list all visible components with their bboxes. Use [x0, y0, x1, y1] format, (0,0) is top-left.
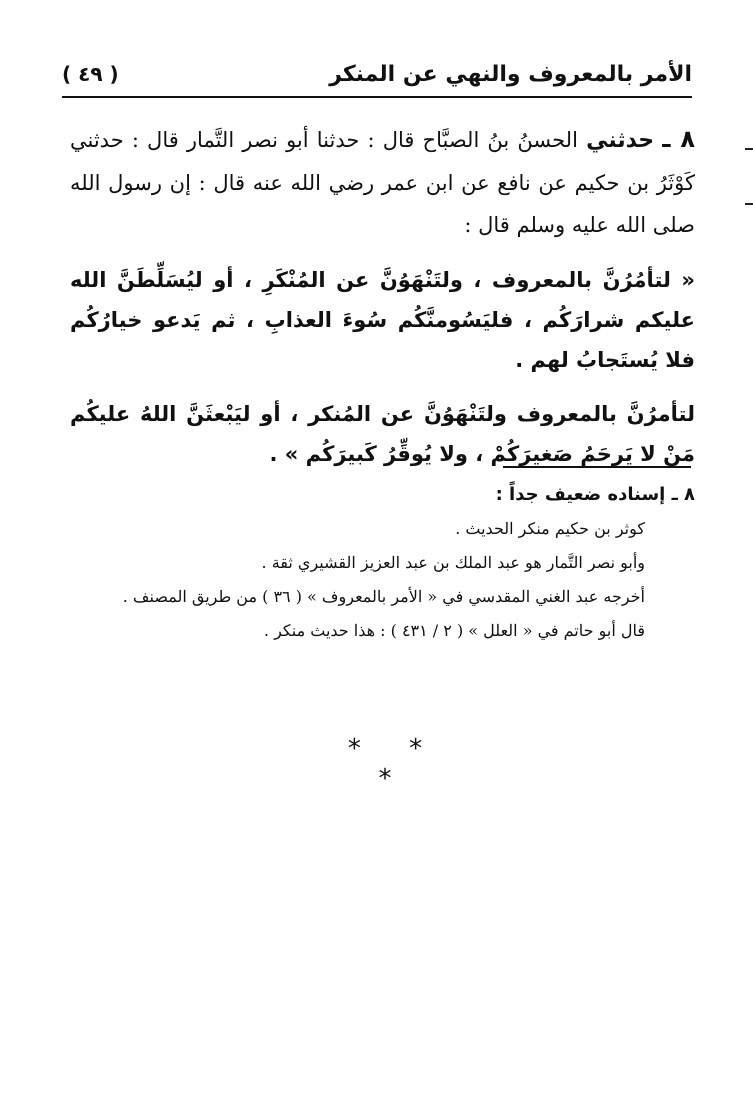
page-number: ( ٤٩ ): [62, 62, 119, 86]
footnote-line: وأبو نصر التَّمار هو عبد الملك بن عبد العزيز القشيري ثقة .: [261, 553, 645, 572]
section-separator: * * *: [347, 734, 443, 794]
footnotes: [80, 478, 695, 648]
hadith-opening-word: حدثني: [586, 128, 655, 153]
footnote-line: كوثر بن حكيم منكر الحديث .: [455, 519, 645, 538]
footnote-line: أخرجه عبد الغني المقدسي في « الأمر بالمعروف » ( ٣٦ ) من طريق المصنف .: [122, 587, 645, 606]
footnote-rule: [503, 466, 691, 468]
hadith-number: ٨ ـ: [662, 125, 695, 153]
hadith-isnad-paragraph: [70, 118, 695, 246]
scan-edge-mark: [745, 148, 753, 150]
header-rule: [62, 96, 692, 98]
hadith-body: [70, 118, 695, 474]
running-title: الأمر بالمعروف والنهي عن المنكر: [329, 62, 692, 87]
scan-edge-mark: [745, 203, 753, 205]
page-header: [62, 60, 692, 96]
hadith-matn-2: لتأمرُنَّ بالمعروف ولتَنْهَوُنَّ عن المُنكر ، أو ليَبْعثَنَّ اللهُ عليكُم مَنْ لا يَرحَمُ صَغيرَكُمْ ، ولا يُوقِّرُ كَبيرَكُم » .: [70, 402, 695, 466]
footnote-title: ٨ ـ إسناده ضعيف جداً :: [495, 484, 695, 505]
hadith-isnad: الحسنُ بنُ الصبَّاح قال : حدثنا أبو نصر التَّمار قال : حدثني كَوْثَرُ بن حكيم عن نافع عن ابن عمر رضي الله عنه قال : إن رسول الله صلى الله عليه وسلم قال :: [70, 128, 695, 237]
footnote-line: قال أبو حاتم في « العلل » ( ٢ / ٤٣١ ) : هذا حديث منكر .: [263, 621, 645, 640]
hadith-matn-1: « لتأمُرُنَّ بالمعروف ، ولتَنْهَوُنَّ عن المُنْكَرِ ، أو ليُسَلِّطَنَّ الله عليكم شرارَكُم ، فليَسُومنَّكُم سُوءَ العذابِ ، ثم يَدعو خيارُكُم فلا يُستَجابُ لهم .: [70, 268, 695, 372]
